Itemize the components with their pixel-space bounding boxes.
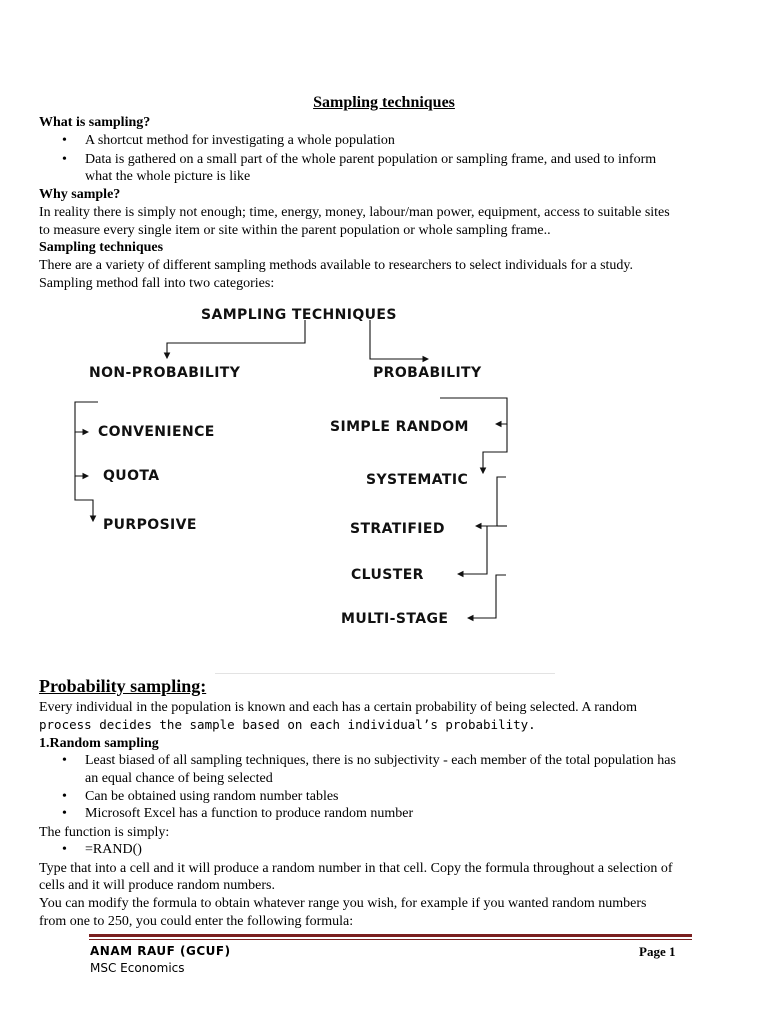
bullet-dot: • <box>62 133 67 148</box>
random-line-3: You can modify the formula to obtain whatever range you wish, for example if you wanted random numbers <box>39 896 647 911</box>
bullet-dot: • <box>62 152 67 167</box>
random-bullet-1: Least biased of all sampling techniques, there is no subjectivity - each member of the total population has <box>85 753 676 768</box>
page-title: Sampling techniques <box>313 94 455 111</box>
what-is-bullet-2: Data is gathered on a small part of the whole parent population or sampling frame, and used to inform <box>85 152 657 167</box>
what-is-bullet-2-cont: what the whole picture is like <box>85 169 251 184</box>
random-line-1: Type that into a cell and it will produce a random number in that cell. Copy the formula throughout a selection of <box>39 861 673 876</box>
bullet-dot: • <box>62 789 67 804</box>
why-sample-line-2: to measure every single item or site within the parent population or whole sampling frame.. <box>39 223 551 238</box>
random-sampling-heading: 1.Random sampling <box>39 736 159 751</box>
probability-line-2: process decides the sample based on each individual’s probability. <box>39 717 536 732</box>
bullet-dot: • <box>62 753 67 768</box>
diagram-simple-random-label: SIMPLE RANDOM <box>330 419 469 435</box>
diagram-purposive-label: PURPOSIVE <box>103 517 197 533</box>
footer-rule-thin <box>89 939 692 940</box>
diagram-probability-label: PROBABILITY <box>373 365 482 381</box>
random-bullet-2: Can be obtained using random number tables <box>85 789 339 804</box>
random-bullet-1-cont: an equal chance of being selected <box>85 771 273 786</box>
what-is-bullet-1: A shortcut method for investigating a whole population <box>85 133 395 148</box>
diagram-non-probability-label: NON-PROBABILITY <box>89 365 241 381</box>
footer-author: ANAM RAUF (GCUF) <box>90 944 231 958</box>
probability-sampling-heading: Probability sampling: <box>39 676 207 696</box>
diagram-systematic-label: SYSTEMATIC <box>366 472 469 488</box>
probability-line-1: Every individual in the population is known and each has a certain probability of being selected. A random <box>39 700 637 715</box>
bullet-dot: • <box>62 842 67 857</box>
diagram-quota-label: QUOTA <box>103 468 160 484</box>
section-divider <box>215 673 555 674</box>
footer-course: MSC Economics <box>90 961 185 975</box>
why-sample-heading: Why sample? <box>39 187 121 202</box>
techniques-line-2: Sampling method fall into two categories: <box>39 276 275 291</box>
diagram-stratified-label: STRATIFIED <box>350 521 445 537</box>
sampling-techniques-heading: Sampling techniques <box>39 240 164 255</box>
footer-page-number: Page 1 <box>639 944 676 959</box>
function-intro: The function is simply: <box>39 825 170 840</box>
diagram-root-label: SAMPLING TECHNIQUES <box>201 307 397 323</box>
techniques-line-1: There are a variety of different sampling methods available to researchers to select individuals for a study. <box>39 258 634 273</box>
random-bullet-3: Microsoft Excel has a function to produce random number <box>85 806 414 821</box>
footer-rule <box>89 934 692 937</box>
why-sample-line-1: In reality there is simply not enough; time, energy, money, labour/man power, equipment, access to suitable sites <box>39 205 670 220</box>
diagram-convenience-label: CONVENIENCE <box>98 424 215 440</box>
diagram-multi-stage-label: MULTI-STAGE <box>341 611 449 627</box>
random-line-4: from one to 250, you could enter the following formula: <box>39 914 354 929</box>
random-line-2: cells and it will produce random numbers. <box>39 878 275 893</box>
what-is-sampling-heading: What is sampling? <box>39 115 151 130</box>
function-rand: =RAND() <box>85 842 142 857</box>
bullet-dot: • <box>62 806 67 821</box>
diagram-cluster-label: CLUSTER <box>351 567 424 583</box>
